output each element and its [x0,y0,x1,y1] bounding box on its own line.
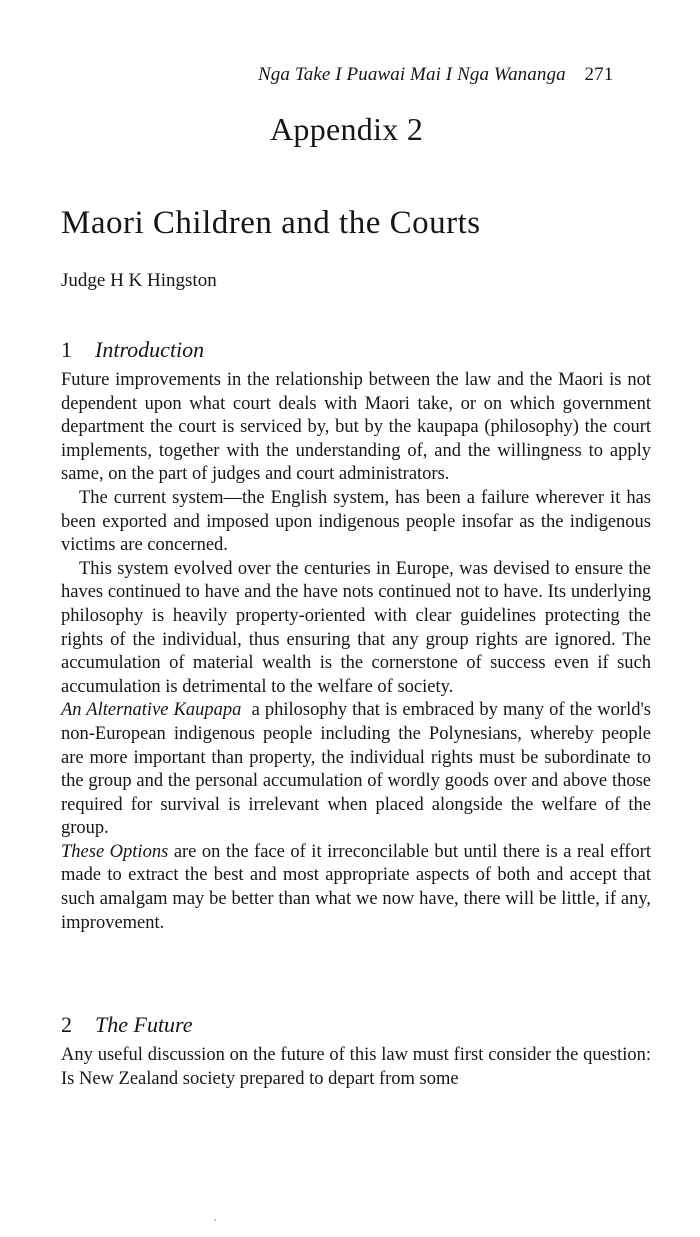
section-title: Introduction [95,337,205,362]
paragraph-lead: These Options [61,841,169,862]
paragraph: This system evolved over the centuries in Europe, was devised to ensure the haves continued to have and the have nots continued not to have. Its underlying philosophy is heavily property-oriented with clear guidelines protecting the rights of the individual, thus ensuring that any group rights are ignored. The accumulation of material wealth is the cornerstone of success even if such accumulation is detrimental to the welfare of society. [61,558,651,697]
paragraph: Future improvements in the relationship between the law and the Maori is not dependent upon what court deals with Maori take, or on which government department the court is serviced by, but by the kaupapa (philosophy) the court implements, together with the understanding of, and the willingness to apply same, on the part of judges and court administrators. [61,370,651,485]
section-body-introduction [61,369,651,935]
paragraph-lead: An Alternative Kaupapa [61,700,242,721]
section-number: 1 [61,337,72,362]
section-title: The Future [95,1012,193,1037]
running-head [258,64,613,86]
paragraph [61,841,651,935]
section-number: 2 [61,1012,72,1037]
section-heading-future [61,1012,193,1038]
page-number: 271 [584,64,614,85]
paragraph: The current system—the English system, has been a failure wherever it has been exported and imposed upon indigenous people insofar as the indigenous victims are concerned. [61,487,651,556]
scan-speck [214,1219,216,1221]
running-head-title: Nga Take I Puawai Mai I Nga Wananga [258,64,566,85]
author-byline: Judge H K Hingston [61,270,217,291]
appendix-label: Appendix 2 [270,111,424,147]
paragraph: Any useful discussion on the future of this law must first consider the question: Is New Zealand society prepared to depart from some [61,1045,651,1089]
paragraph-text: are on the face of it irreconcilable but until there is a real effort made to extract the best and most appropriate aspects of both and accept that such amalgam may be better than what we now have, there will be little, if any, improvement. [61,841,652,933]
chapter-title: Maori Children and the Courts [61,205,481,241]
paragraph [61,699,651,841]
paragraph-text: a philosophy that is embraced by many of the world's non-European indigenous people including the Polynesians, whereby people are more important than property, the individual rights must be subordinate to the group and the personal accumulation of wordly goods over and above those required for survival is irrelevant when placed alongside the welfare of the group. [61,700,651,839]
section-heading-introduction [61,337,204,363]
section-body-future [61,1044,651,1091]
